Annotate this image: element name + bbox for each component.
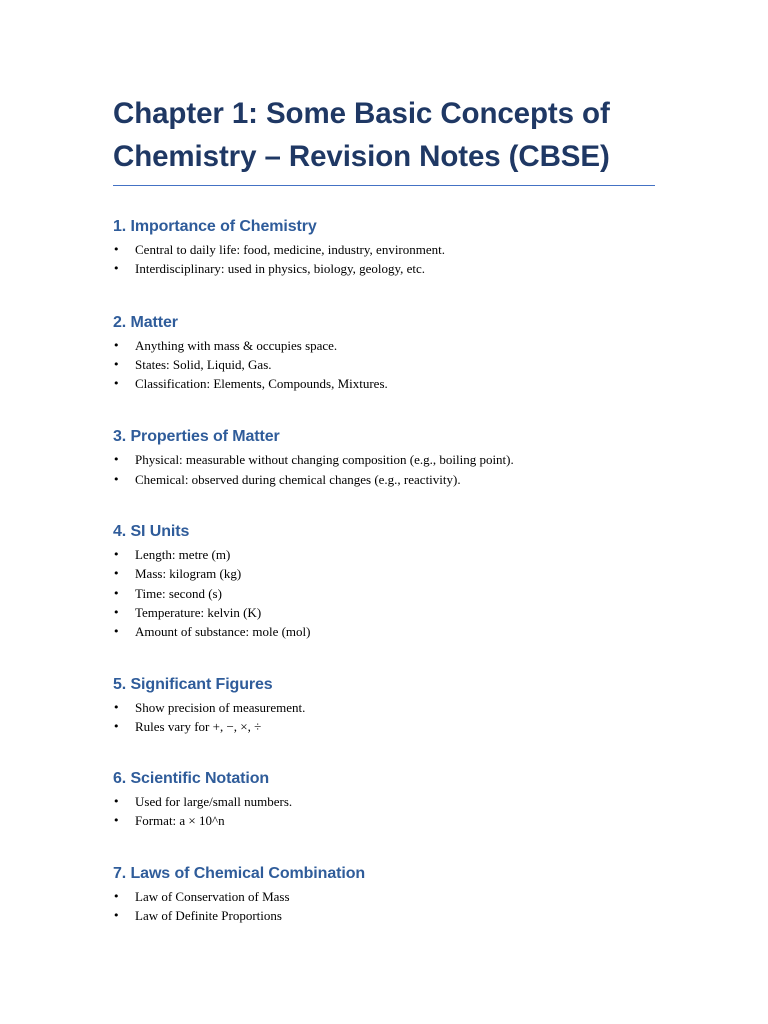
bullet-list — [113, 545, 655, 641]
list-item-text: States: Solid, Liquid, Gas. — [135, 356, 272, 372]
section-properties-of-matter — [113, 427, 655, 489]
list-item-text: Time: second (s) — [135, 585, 222, 601]
list-item — [113, 603, 655, 622]
bullet-list — [113, 887, 655, 926]
bullet-icon: • — [113, 909, 120, 923]
list-item — [113, 259, 655, 278]
bullet-icon: • — [113, 472, 120, 486]
bullet-icon: • — [113, 567, 120, 581]
bullet-icon: • — [113, 243, 120, 256]
bullet-icon: • — [113, 357, 120, 371]
list-item — [113, 887, 655, 906]
list-item-text: Law of Definite Proportions — [135, 908, 282, 924]
section-heading: 7. Laws of Chemical Combination — [113, 864, 366, 882]
list-item-text: Used for large/small numbers. — [135, 794, 293, 810]
bullet-icon: • — [113, 605, 120, 619]
list-item — [113, 584, 655, 603]
list-item-text: Central to daily life: food, medicine, industry, environment. — [135, 242, 446, 257]
bullet-list — [113, 698, 655, 737]
bullet-icon: • — [113, 586, 120, 600]
bullet-icon: • — [113, 377, 120, 391]
bullet-list — [113, 450, 655, 489]
section-heading: 1. Importance of Chemistry — [113, 218, 317, 235]
list-item-text: Amount of substance: mole (mol) — [135, 624, 311, 640]
list-item — [113, 622, 655, 641]
bullet-icon: • — [113, 548, 120, 562]
section-heading: 6. Scientific Notation — [113, 770, 270, 788]
bullet-list — [113, 336, 655, 394]
list-item — [113, 811, 655, 830]
list-item-text: Physical: measurable without changing composition (e.g., boiling point). — [135, 452, 514, 468]
list-item — [113, 240, 655, 259]
bullet-icon: • — [113, 453, 120, 467]
list-item-text: Interdisciplinary: used in physics, biology, geology, etc. — [135, 261, 426, 277]
list-item-text: Chemical: observed during chemical changes (e.g., reactivity). — [135, 471, 461, 487]
bullet-icon: • — [113, 795, 120, 809]
bullet-icon: • — [113, 719, 120, 733]
section-significant-figures — [113, 675, 655, 737]
document-title: Chapter 1: Some Basic Concepts of Chemistry – Revision Notes (CBSE) — [113, 92, 655, 186]
list-item — [113, 450, 655, 469]
document-page — [113, 92, 655, 925]
section-matter — [113, 313, 655, 394]
list-item-text: Anything with mass & occupies space. — [135, 337, 338, 353]
list-item-text: Temperature: kelvin (K) — [135, 604, 262, 620]
list-item — [113, 906, 655, 925]
section-heading: 3. Properties of Matter — [113, 428, 280, 446]
section-heading: 2. Matter — [113, 313, 178, 331]
list-item-text: Law of Conservation of Mass — [135, 888, 290, 904]
bullet-icon: • — [113, 262, 120, 276]
section-scientific-notation — [113, 769, 655, 831]
list-item — [113, 698, 655, 717]
list-item — [113, 336, 655, 355]
list-item-text: Classification: Elements, Compounds, Mixtures. — [135, 376, 388, 392]
bullet-icon: • — [113, 700, 120, 714]
section-laws-of-chemical-combination — [113, 864, 655, 926]
list-item — [113, 564, 655, 583]
list-item — [113, 792, 655, 811]
section-importance-of-chemistry — [113, 217, 655, 279]
list-item-text: Show precision of measurement. — [135, 699, 306, 715]
list-item — [113, 374, 655, 393]
section-si-units — [113, 522, 655, 641]
list-item-text: Length: metre (m) — [135, 547, 231, 563]
section-heading: 4. SI Units — [113, 523, 190, 541]
bullet-list — [113, 240, 655, 279]
list-item — [113, 717, 655, 736]
list-item-text: Mass: kilogram (kg) — [135, 566, 242, 582]
section-heading: 5. Significant Figures — [113, 675, 273, 693]
list-item-text: Format: a × 10^n — [135, 813, 225, 829]
bullet-icon: • — [113, 814, 120, 828]
list-item — [113, 355, 655, 374]
bullet-icon: • — [113, 625, 120, 639]
bullet-icon: • — [113, 338, 120, 352]
bullet-icon: • — [113, 889, 120, 903]
bullet-list — [113, 792, 655, 831]
list-item — [113, 545, 655, 564]
list-item-text: Rules vary for +, −, ×, ÷ — [135, 718, 262, 734]
list-item — [113, 470, 655, 489]
